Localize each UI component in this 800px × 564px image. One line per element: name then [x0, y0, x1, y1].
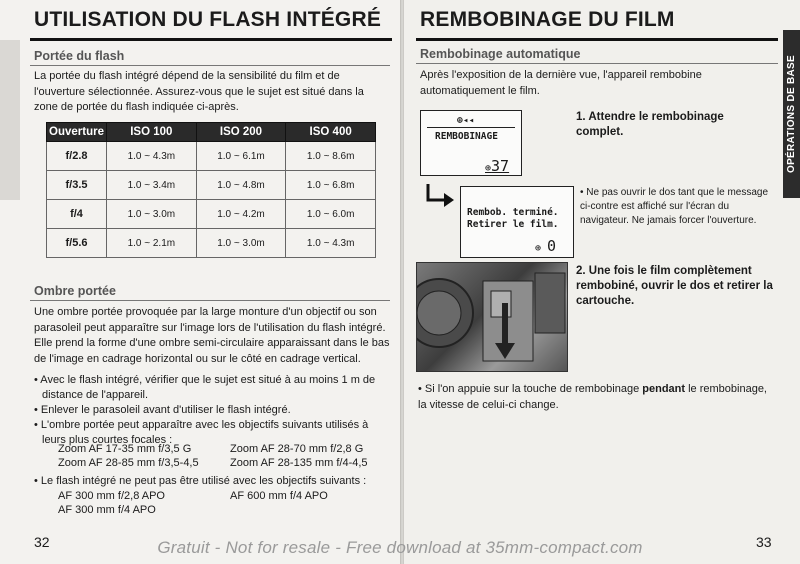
frame-count-value: 37: [491, 157, 510, 175]
note-2-part: le rembobinage, la vitesse de celui-ci change.: [418, 383, 767, 411]
arrow-icon: [424, 182, 456, 210]
shadow-bullet-list: [34, 373, 394, 448]
table-row: [47, 142, 376, 171]
frame-counter: [535, 237, 556, 255]
section-rule: [30, 300, 390, 301]
table-header: ISO 100: [107, 123, 197, 142]
frame-count-value: 0: [547, 237, 557, 255]
table-header-row: [47, 123, 376, 142]
table-cell: 1.0 ~ 4.2m: [196, 200, 286, 229]
table-cell: 1.0 ~ 4.3m: [107, 142, 197, 171]
lens-item: Zoom AF 28-85 mm f/3,5-4,5: [58, 457, 199, 469]
film-icon: ⊕: [485, 163, 492, 174]
table-header: Ouverture: [47, 123, 107, 142]
list-item: • Le flash intégré ne peut pas être utilisé avec les objectifs suivants :: [34, 475, 367, 487]
section-rule: [30, 65, 390, 66]
right-page: [404, 0, 800, 564]
table-cell: 1.0 ~ 3.4m: [107, 171, 197, 200]
camera-illustration: [416, 262, 568, 372]
lcd-rewind-complete-display: [460, 186, 574, 258]
left-page-title: UTILISATION DU FLASH INTÉGRÉ: [34, 8, 382, 31]
lens-item: AF 300 mm f/2,8 APO: [58, 490, 165, 502]
lens-item: Zoom AF 17-35 mm f/3,5 G: [58, 443, 192, 455]
table-cell: 1.0 ~ 8.6m: [286, 142, 376, 171]
note-1: • Ne pas ouvrir le dos tant que le message ci-contre est affiché sur l'écran du navigateur. Ne jamais forcer l'ouverture.: [580, 187, 769, 226]
table-cell: 1.0 ~ 4.3m: [286, 229, 376, 258]
rewind-paragraph: Après l'exposition de la dernière vue, l'appareil rembobine automatiquement le film.: [420, 69, 702, 97]
left-title-rule: [30, 38, 392, 41]
excluded-lens-bullet: [34, 474, 394, 489]
note-2-part: • Si l'on appuie sur la touche de rembobinage: [418, 383, 643, 395]
table-cell: f/4: [47, 200, 107, 229]
table-cell: f/3.5: [47, 171, 107, 200]
right-title-rule: [416, 38, 778, 41]
lens-list-excluded: [58, 489, 390, 517]
step-1: 1. Attendre le rembobinage complet.: [576, 111, 724, 138]
flash-range-table: [46, 122, 376, 258]
side-tab: [783, 30, 800, 198]
table-cell: 1.0 ~ 3.0m: [196, 229, 286, 258]
note-2-emphasis: pendant: [642, 383, 686, 395]
section-heading-shadow: Ombre portée: [34, 284, 116, 298]
table-row: [47, 200, 376, 229]
section-heading-rewind: Rembobinage automatique: [420, 47, 581, 61]
table-cell: 1.0 ~ 6.0m: [286, 200, 376, 229]
flash-range-paragraph: La portée du flash intégré dépend de la sensibilité du film et de l'ouverture sélectionnée. Assurez-vous que le sujet est situé dans la zone de portée du flash indiquée ci-après.: [34, 70, 364, 113]
lcd-rewinding-display: [420, 110, 522, 176]
lens-item: Zoom AF 28-135 mm f/4-4,5: [230, 457, 368, 469]
shadow-paragraph: Une ombre portée provoquée par la large monture d'un objectif ou son parasoleil peut apparaître sur l'image lors de l'utilisation du flash intégré. Elle prend la forme d'une ombre semi-circulaire apparaissant dans le bas de l'image en cadrage horizontal ou sur le côté en cadrage vertical.: [34, 306, 390, 365]
table-cell: 1.0 ~ 6.8m: [286, 171, 376, 200]
lens-item: Zoom AF 28-70 mm f/2,8 G: [230, 443, 364, 455]
table-cell: 1.0 ~ 2.1m: [107, 229, 197, 258]
section-heading-flash-range: Portée du flash: [34, 49, 125, 63]
page-number-left: 32: [34, 534, 50, 550]
table-cell: f/5.6: [47, 229, 107, 258]
lens-item: AF 300 mm f/4 APO: [58, 504, 156, 516]
lcd-line: Rembob. terminé.: [467, 207, 559, 218]
right-page-title: REMBOBINAGE DU FILM: [420, 8, 675, 31]
list-item: • L'ombre portée peut apparaître avec les objectifs suivants utilisés à leurs plus courtes focales :: [34, 419, 369, 446]
table-cell: 1.0 ~ 3.0m: [107, 200, 197, 229]
lcd-label: REMBOBINAGE: [435, 131, 498, 142]
lens-item: AF 600 mm f/4 APO: [230, 490, 328, 502]
table-cell: 1.0 ~ 4.8m: [196, 171, 286, 200]
list-item: • Enlever le parasoleil avant d'utiliser le flash intégré.: [34, 404, 291, 416]
lcd-line: Retirer le film.: [467, 219, 559, 230]
lens-list-short-focal: [58, 442, 390, 470]
lens-item: [230, 503, 390, 517]
left-page-tab-shadow: [0, 40, 20, 200]
table-cell: 1.0 ~ 6.1m: [196, 142, 286, 171]
lcd-divider: [427, 127, 515, 128]
list-item: • Avec le flash intégré, vérifier que le sujet est situé à au moins 1 m de distance de l'appareil.: [34, 374, 376, 401]
table-header: ISO 400: [286, 123, 376, 142]
film-icon: ⊕: [535, 243, 548, 254]
camera-back-drawing: [417, 263, 568, 372]
table-row: [47, 229, 376, 258]
step-2: 2. Une fois le film complètement rembobiné, ouvrir le dos et retirer la cartouche.: [576, 265, 773, 307]
side-tab-label: OPÉRATIONS DE BASE: [786, 55, 797, 174]
frame-counter: [485, 157, 509, 175]
section-rule: [416, 63, 778, 64]
note-2: [418, 382, 778, 413]
table-header: ISO 200: [196, 123, 286, 142]
watermark: Gratuit - Not for resale - Free download at 35mm-compact.com: [157, 538, 643, 557]
rewind-icon: ⊕◂◂: [457, 115, 475, 126]
table-cell: f/2.8: [47, 142, 107, 171]
table-row: [47, 171, 376, 200]
page-number-right: 33: [756, 534, 772, 550]
